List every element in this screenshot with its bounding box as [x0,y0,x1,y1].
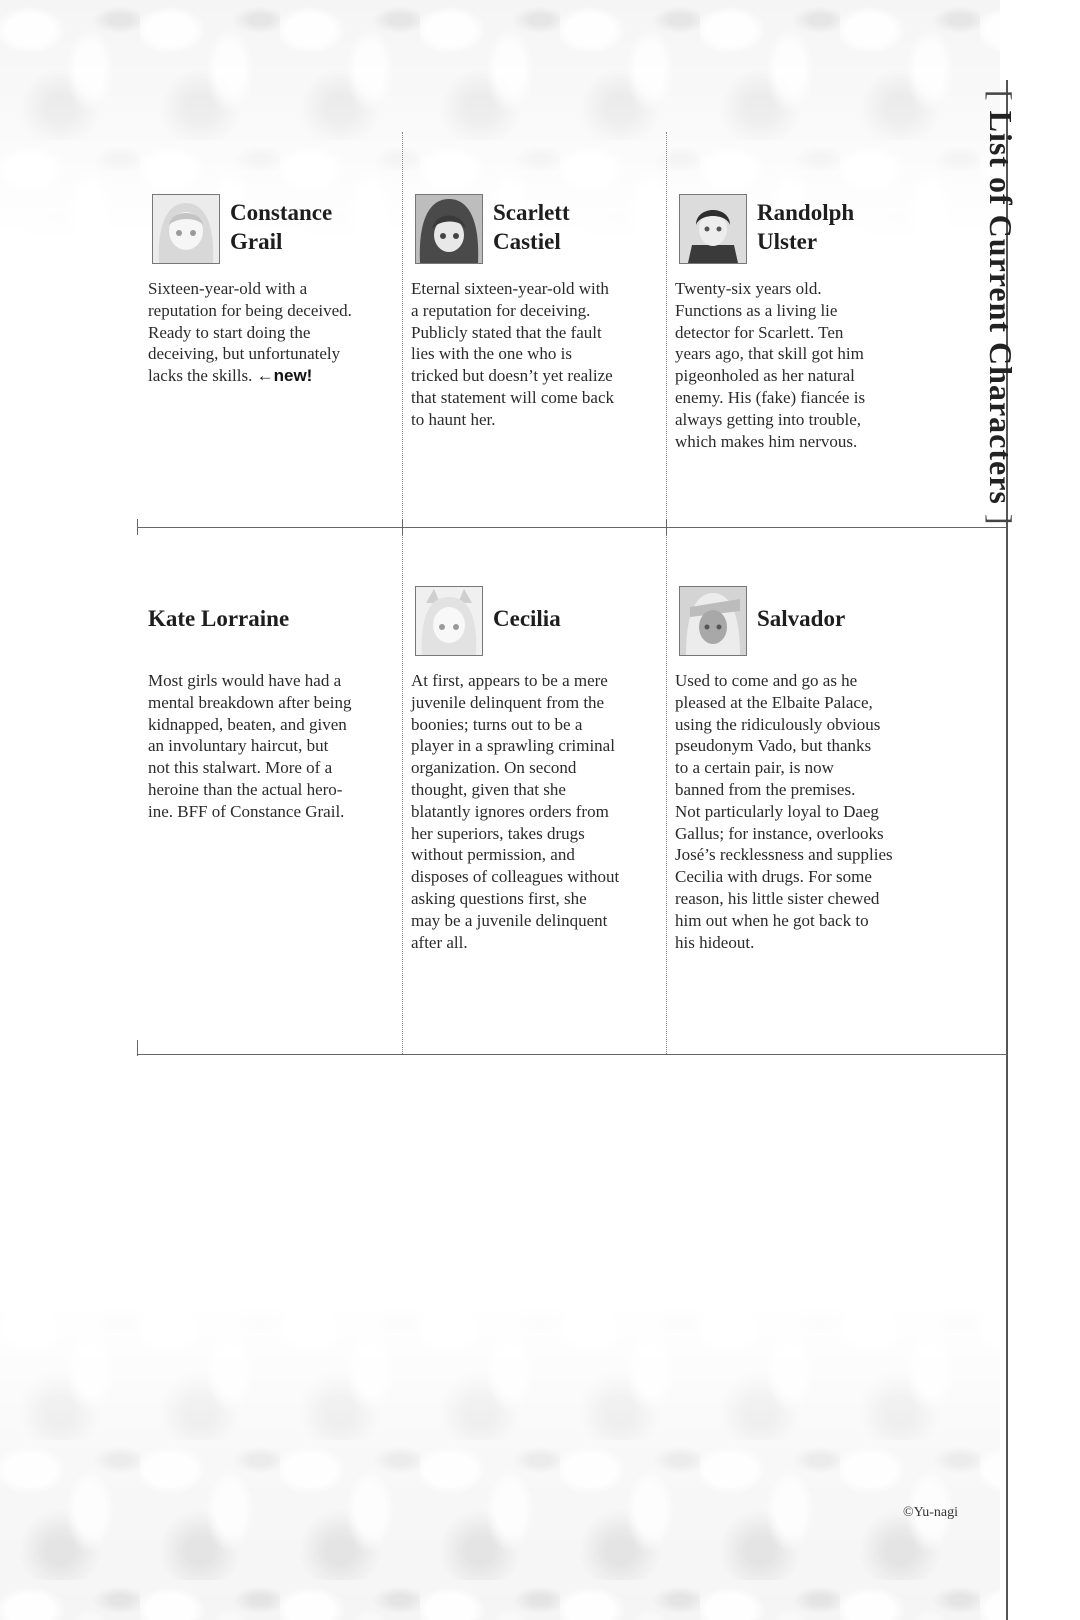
column-divider-2 [666,132,667,1054]
character-name: Kate Lorraine [148,606,290,631]
character-name: Scarlett Castiel [493,200,570,254]
page-title [982,90,1019,526]
character-description: Most girls would have had a mental breakdown after being kidnapped, beaten, and given an involuntary haircut, but not this stalwart. More of a heroine than the actual hero- ine. BFF of Constance Grail. [148,671,352,821]
column-divider-1 [402,132,403,1054]
damask-pattern-bottom [0,1300,1000,1620]
character-name: Salvador [757,606,846,631]
character-card-randolph [675,192,915,452]
character-name: Constance Grail [230,200,333,254]
bottom-rule [137,1054,1007,1055]
bracket-close-icon: ] [983,504,1019,526]
description-text: Sixteen-year-old with a reputation for being deceived. Ready to start doing the deceiving, but unfortunately lacks the skills. [148,279,352,386]
scarlett-portrait-icon [415,194,483,264]
new-tag: ←new! [256,366,313,386]
cecilia-portrait-icon [415,586,483,656]
character-description: At first, appears to be a mere juvenile delinquent from the boonies; turns out to be a player in a sprawling criminal organization. On second thought, given that she blatantly ignores orders from her superiors, takes drugs without permission, and disposes of colleagues without asking questions first, she may be a juvenile delinquent after all. [411,671,620,952]
bracket-open-icon: [ [983,90,1019,111]
character-card-constance [148,192,388,387]
row-divider-tick-left [137,519,138,535]
row-divider [137,527,1007,528]
character-card-cecilia [411,584,651,953]
character-name: Cecilia [493,606,561,631]
character-card-salvador [675,584,915,953]
row-divider-tick-2 [666,519,667,535]
character-name: Randolph Ulster [757,200,855,254]
character-description: Used to come and go as he pleased at the Elbaite Palace, using the ridiculously obvious pseudonym Vado, but thanks to a certain pair, is now banned from the premises. Not particularly loyal to Daeg Gallus; for instance, overlooks José’s recklessness and supplies Cecilia with drugs. For some reason, his little sister chewed him out when he got back to his hideout. [675,671,893,952]
row-divider-tick-1 [402,519,403,535]
constance-portrait-icon [152,194,220,264]
character-description: Eternal sixteen-year-old with a reputation for deceiving. Publicly stated that the fault lies with the one who is tricked but doesn’t yet realize that statement will come back to haunt her. [411,279,614,429]
bottom-tick-left [137,1040,138,1056]
character-card-scarlett [411,192,651,431]
randolph-portrait-icon [679,194,747,264]
copyright-notice: ©Yu-nagi [903,1505,958,1520]
character-description [148,278,388,387]
character-card-kate [148,584,388,823]
page-title-text: List of Current Characters [983,110,1019,505]
salvador-portrait-icon [679,586,747,656]
character-description: Twenty-six years old. Functions as a living lie detector for Scarlett. Ten years ago, that skill got him pigeonholed as her natural enemy. His (fake) fiancée is always getting into trouble, which makes him nervous. [675,279,866,451]
